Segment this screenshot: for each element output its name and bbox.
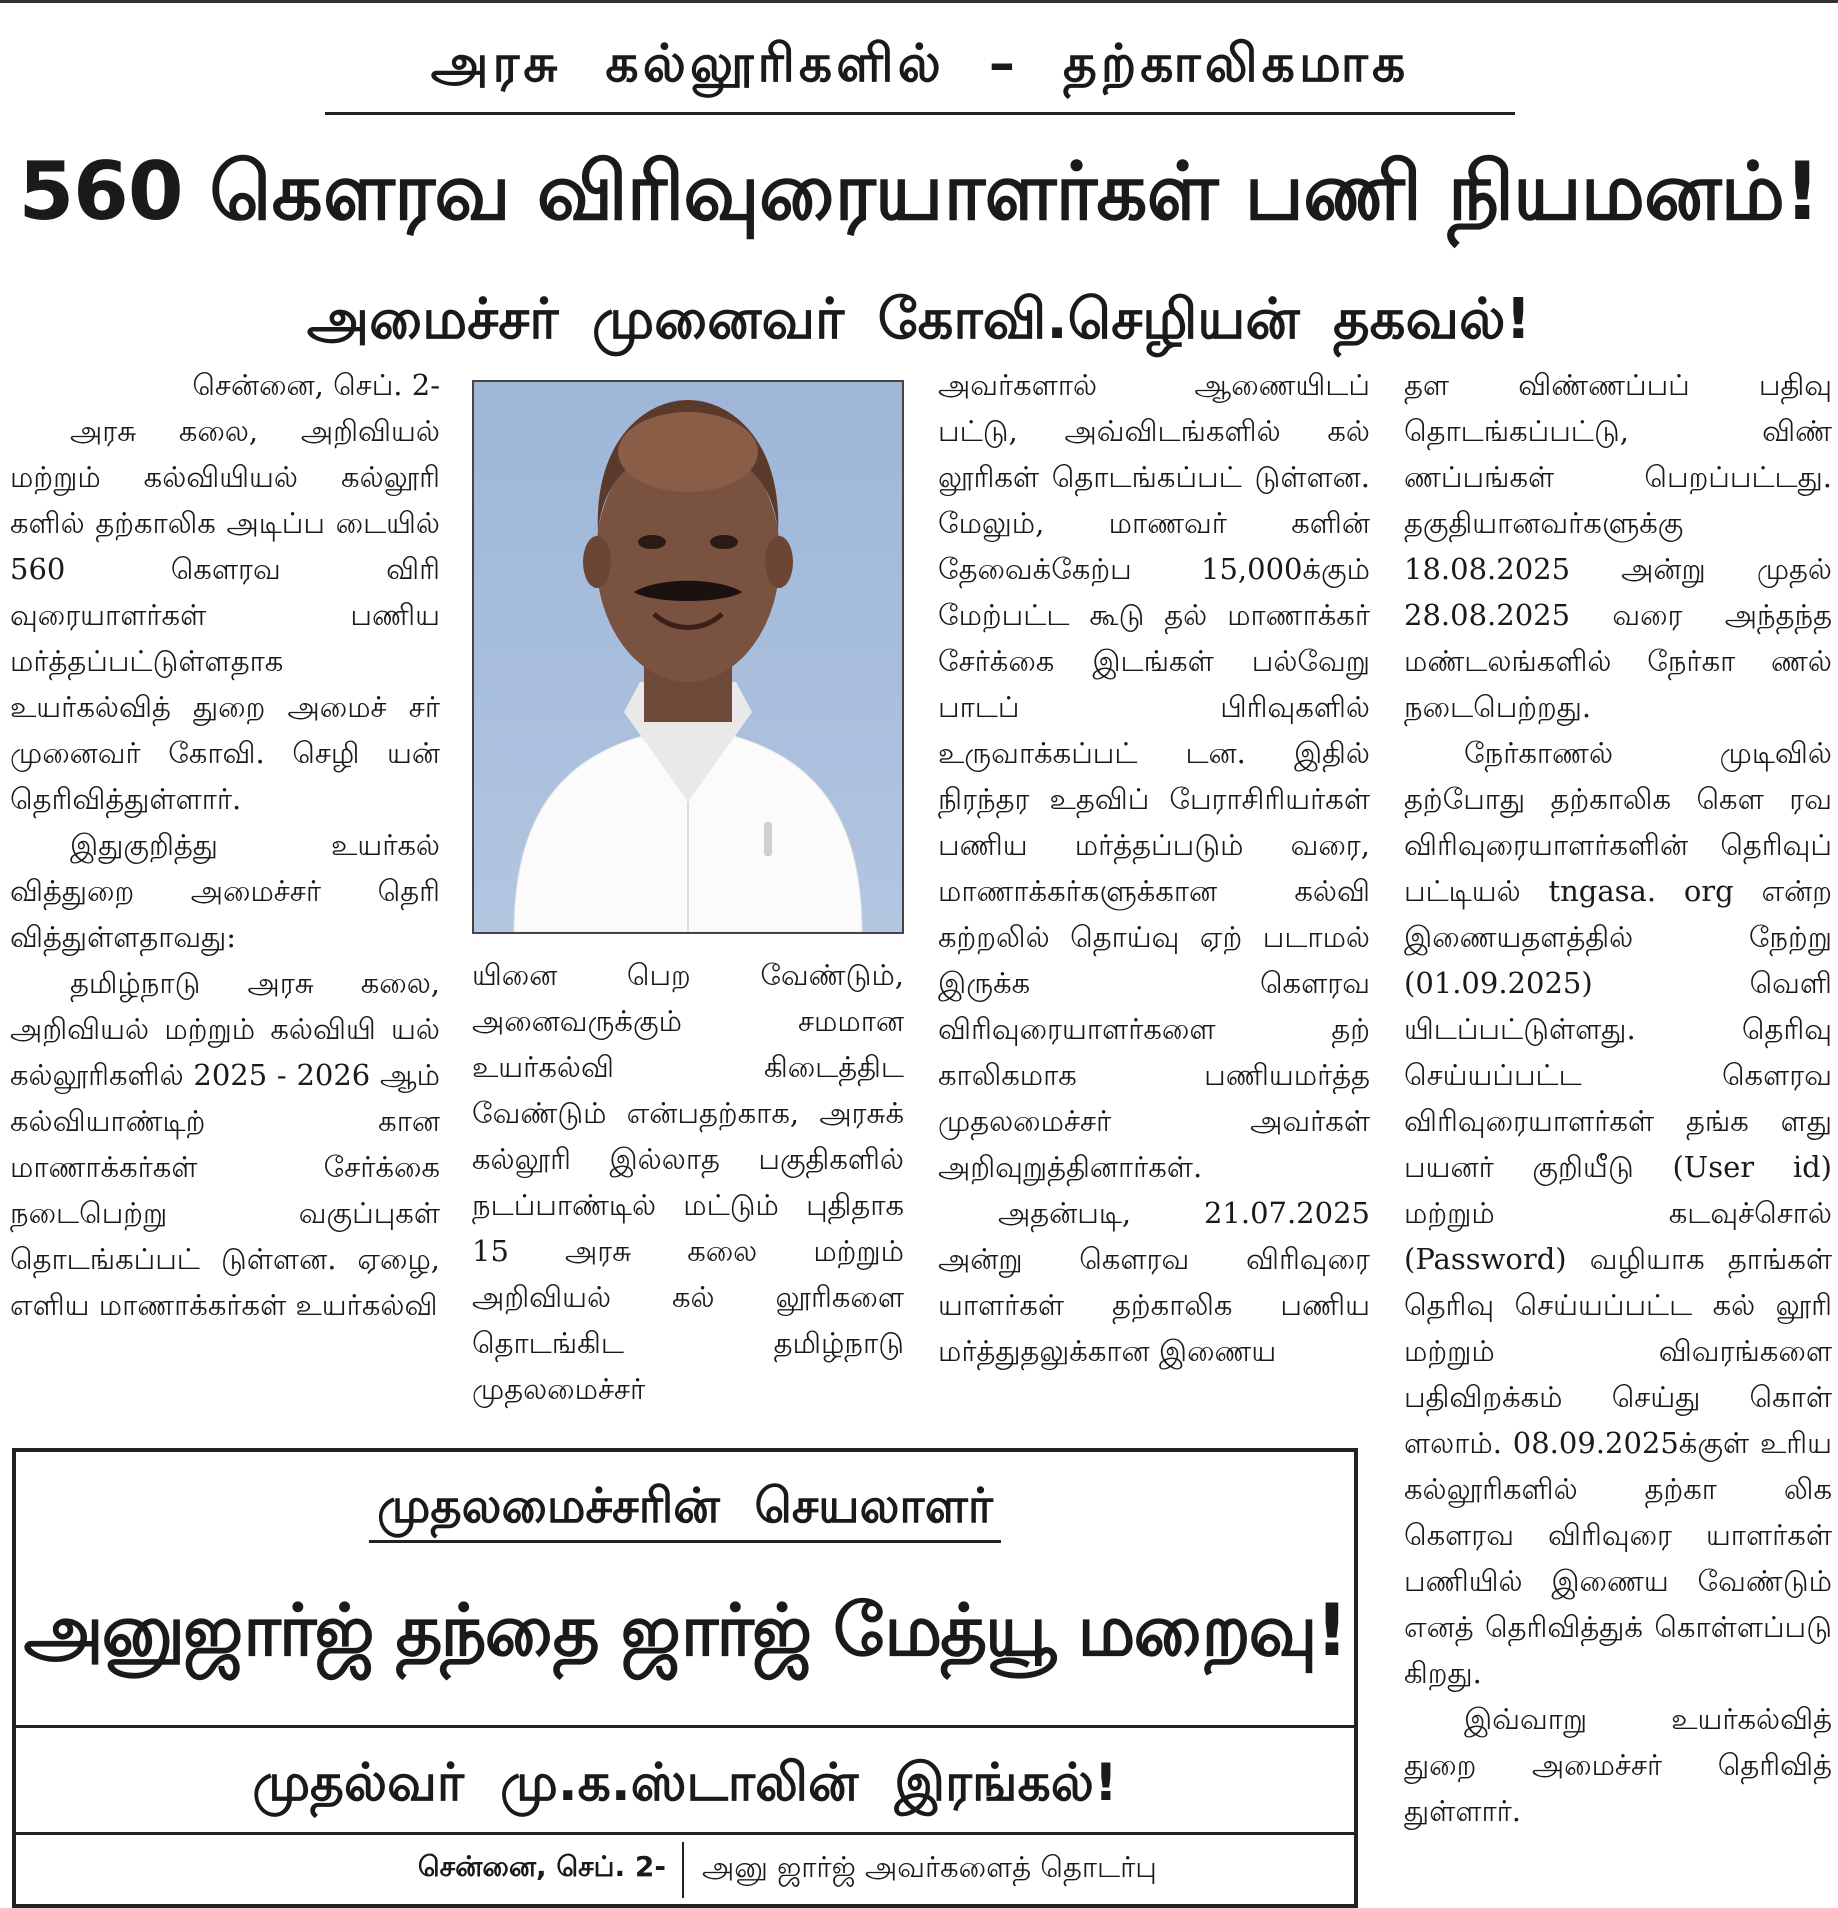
- box-headline: அனுஜார்ஜ் தந்தை ஜார்ஜ் மேத்யூ மறைவு!: [23, 1588, 1347, 1672]
- box-divider-rule: [16, 1832, 1354, 1835]
- article-column-2: [472, 952, 904, 1412]
- box-column-2: அனு ஜார்ஜ் அவர்களைத் தொடர்பு: [702, 1850, 1157, 1884]
- box-kicker: [16, 1472, 1354, 1543]
- paragraph: நேர்காணல் முடிவில் தற்போது தற்காலிக கௌ ரவ விரிவுரையாளர்களின் தெரிவுப் பட்டியல் tngasa. org என்ற இணையதளத்தில் நேற்று (01.09.2025) வெளி யிடப்பட்டுள்ளது. தெரிவு செய்யப்பட்ட கௌரவ விரிவுரையாளர்கள் தங்க ளது பயனர் குறியீடு (User id) மற்றும் கடவுச்சொல் (Password) வழியாக தாங்கள் தெரிவு செய்யப்பட்ட கல் லூரி மற்றும் விவரங்களை பதிவிறக்கம் செய்து கொள் ளலாம். 08.09.2025க்குள் உரிய கல்லூரிகளில் தற்கா லிக கௌரவ விரிவுரை யாளர்கள் பணியில் இணைய வேண்டும் எனத் தெரிவித்துக் கொள்ளப்படு கிறது.: [1404, 736, 1832, 1690]
- headline: 560 கௌரவ விரிவுரையாளர்கள் பணி நியமனம்!: [18, 145, 1820, 238]
- paragraph: அரசு கலை, அறிவியல் மற்றும் கல்வியியல் கல்லூரி களில் தற்காலிக அடிப்ப டையில் 560 கௌரவ விரி வுரையாளர்கள் பணிய மர்த்தப்பட்டுள்ளதாக உயர்கல்வித் துறை அமைச் சர் முனைவர் கோவி. செழி யன் தெரிவித்துள்ளார்.: [10, 414, 440, 816]
- kicker-underline: [325, 112, 1515, 115]
- column-divider: [682, 1842, 684, 1898]
- paragraph: இவ்வாறு உயர்கல்வித் துறை அமைச்சர் தெரிவித் துள்ளார்.: [1404, 1702, 1832, 1828]
- article-column-1: [10, 362, 440, 1328]
- portrait-image: [474, 382, 902, 932]
- box-divider-rule: [16, 1725, 1354, 1728]
- article-column-3: [938, 362, 1370, 1374]
- box-kicker-text: முதலமைச்சரின் செயலாளர்: [369, 1472, 1001, 1543]
- paragraph: அவர்களால் ஆணையிடப் பட்டு, அவ்விடங்களில் கல் லூரிகள் தொடங்கப்பட் டுள்ளன. மேலும், மாணவர் களின் தேவைக்கேற்ப 15,000க்கும் மேற்பட்ட கூடு தல் மாணாக்கர் சேர்க்கை இடங்கள் பல்வேறு பாடப் பிரிவுகளில் உருவாக்கப்பட் டன. இதில் நிரந்தர உதவிப் பேராசிரியர்கள் பணிய மர்த்தப்படும் வரை, மாணாக்கர்களுக்கான கல்வி கற்றலில் தொய்வு ஏற் படாமல் இருக்க கௌரவ விரிவுரையாளர்களை தற் காலிகமாக பணியமர்த்த முதலமைச்சர் அவர்கள் அறிவுறுத்தினார்கள்.: [938, 368, 1370, 1184]
- paragraph: அதன்படி, 21.07.2025 அன்று கௌரவ விரிவுரை யாளர்கள் தற்காலிக பணிய மர்த்துதலுக்கான இணைய: [938, 1196, 1370, 1368]
- subheadline: அமைச்சர் முனைவர் கோவி.செழியன் தகவல்!: [306, 287, 1532, 352]
- paragraph: யினை பெற வேண்டும், அனைவருக்கும் சமமான உயர்கல்வி கிடைத்திட வேண்டும் என்பதற்காக, அரசுக் கல்லூரி இல்லாத பகுதிகளில் நடப்பாண்டில் மட்டும் புதிதாக 15 அரசு கலை மற்றும் அறிவியல் கல் லூரிகளை தொடங்கிட தமிழ்நாடு முதலமைச்சர்: [472, 958, 904, 1406]
- minister-photo: [472, 380, 904, 934]
- box-subheadline: முதல்வர் மு.க.ஸ்டாலின் இரங்கல்!: [252, 1753, 1118, 1813]
- paragraph: தள விண்ணப்பப் பதிவு தொடங்கப்பட்டு, விண் ணப்பங்கள் பெறப்பட்டது. தகுதியானவர்களுக்கு 18.08.2025 அன்று முதல் 28.08.2025 வரை அந்தந்த மண்டலங்களில் நேர்கா ணல் நடைபெற்றது.: [1404, 368, 1832, 724]
- box-dateline: சென்னை, செப். 2-: [417, 1850, 666, 1883]
- dateline: சென்னை, செப். 2-: [192, 368, 440, 402]
- article-column-4: [1404, 362, 1832, 1834]
- kicker: அரசு கல்லூரிகளில் – தற்காலிகமாக: [430, 34, 1410, 94]
- paragraph: இதுகுறித்து உயர்கல் வித்துறை அமைச்சர் தெரி வித்துள்ளதாவது:: [10, 828, 440, 954]
- top-rule: [0, 0, 1838, 3]
- paragraph: தமிழ்நாடு அரசு கலை, அறிவியல் மற்றும் கல்வியி யல் கல்லூரிகளில் 2025 - 2026 ஆம் கல்வியாண்டிற் கான மாணாக்கர்கள் சேர்க்கை நடைபெற்று வகுப்புகள் தொடங்கப்பட் டுள்ளன. ஏழை, எளிய மாணாக்கர்கள் உயர்கல்வி: [10, 966, 440, 1322]
